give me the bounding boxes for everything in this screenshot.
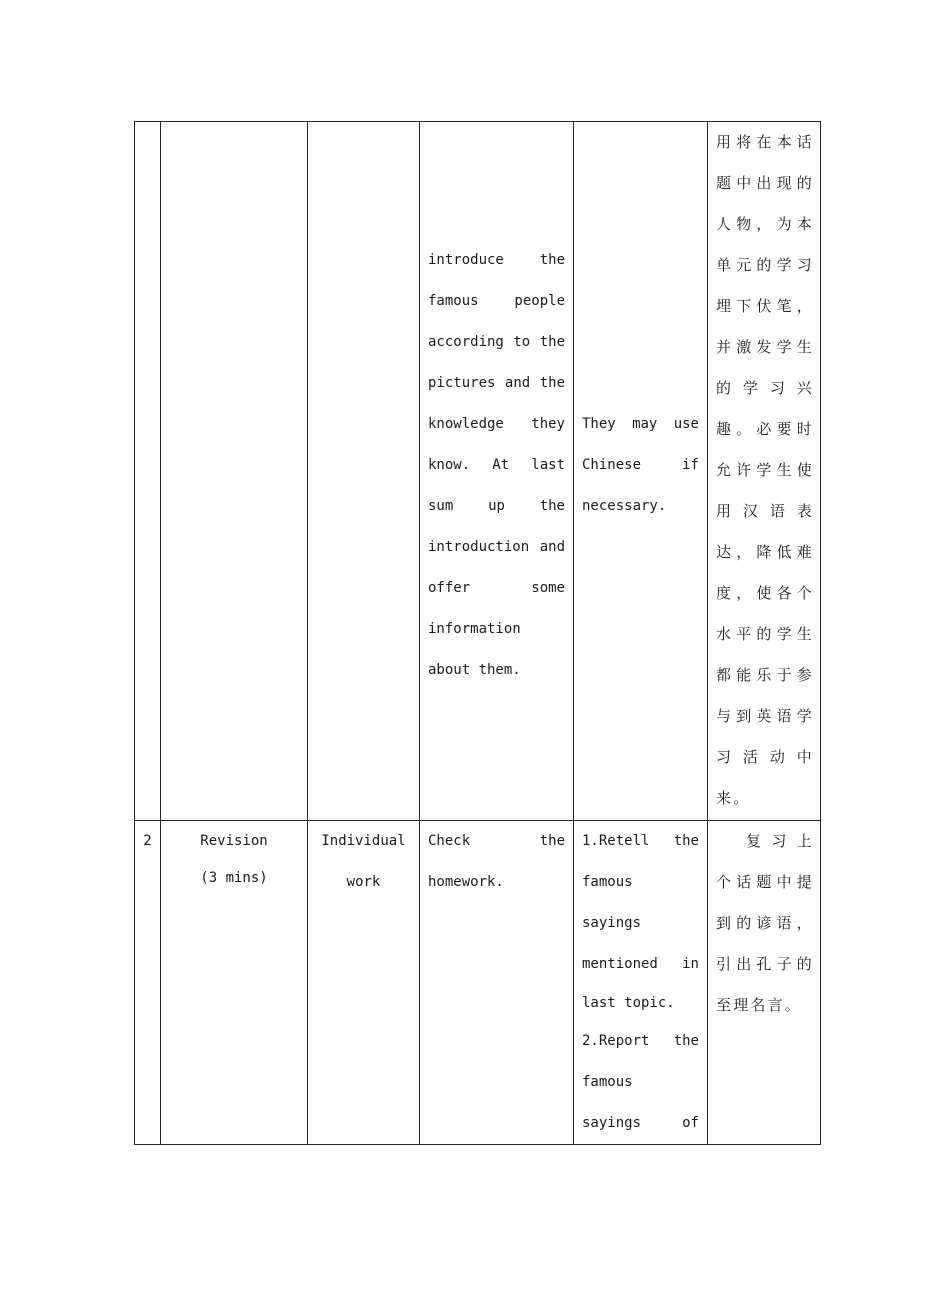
student-line: sayings of <box>582 1115 699 1131</box>
design-notes-cell <box>708 821 821 1145</box>
design-notes-cell <box>708 122 821 821</box>
form-line: work <box>346 874 381 890</box>
table-row <box>135 122 821 821</box>
form-line: Individual <box>321 833 406 849</box>
student-line: Chinese if <box>582 457 699 473</box>
note-line: 趣。必要时 <box>716 420 814 438</box>
student-line: famous <box>582 874 633 890</box>
activity-line: about them. <box>428 662 521 678</box>
activity-line: information <box>428 621 521 637</box>
step-number-cell <box>135 821 161 1145</box>
lesson-plan-table <box>134 121 821 1145</box>
stage-cell <box>161 821 308 1145</box>
student-line: mentioned in <box>582 956 699 972</box>
activity-line: sum up the <box>428 498 565 514</box>
note-line: 人物，为本 <box>716 215 814 233</box>
note-line: 复习上 <box>746 832 814 850</box>
student-activity-cell <box>574 821 708 1145</box>
form-cell <box>308 821 420 1145</box>
student-line: They may use <box>582 416 699 432</box>
stage-title: Revision <box>200 833 268 849</box>
note-line: 个话题中提 <box>716 873 814 891</box>
student-activity-cell <box>574 122 708 821</box>
note-line: 达，降低难 <box>716 543 814 561</box>
note-line: 到的谚语， <box>716 914 814 932</box>
note-line: 允许学生使 <box>716 461 814 479</box>
note-line: 习活动中 <box>716 748 814 766</box>
note-line: 都能乐于参 <box>716 666 814 684</box>
activity-line: famous people <box>428 293 565 309</box>
note-line: 来。 <box>716 789 751 807</box>
note-line: 题中出现的 <box>716 174 814 192</box>
note-line: 水平的学生 <box>716 625 814 643</box>
step-number: 2 <box>143 833 152 849</box>
student-line: 2.Report the <box>582 1033 699 1049</box>
note-line: 单元的学习 <box>716 256 814 274</box>
note-line: 度，使各个 <box>716 584 814 602</box>
note-line: 的学习兴 <box>716 379 814 397</box>
student-line: 1.Retell the <box>582 833 699 849</box>
note-line: 用将在本话 <box>716 133 814 151</box>
activity-line: know. At last <box>428 457 565 473</box>
student-line: famous <box>582 1074 633 1090</box>
activity-line: according to the <box>428 334 565 350</box>
note-line: 至理名言。 <box>716 996 803 1014</box>
stage-cell <box>161 122 308 821</box>
note-line: 用汉语表 <box>716 502 814 520</box>
teacher-activity-cell <box>420 821 574 1145</box>
note-line: 引出孔子的 <box>716 955 814 973</box>
activity-line: homework. <box>428 874 504 890</box>
activity-line: offer some <box>428 580 565 596</box>
activity-line: introduce the <box>428 252 565 268</box>
activity-line: knowledge they <box>428 416 565 432</box>
student-line: sayings <box>582 915 642 931</box>
activity-line: Check the <box>428 833 565 849</box>
activity-line: introduction and <box>428 539 565 555</box>
note-line: 埋下伏笔， <box>716 297 814 315</box>
activity-line: pictures and the <box>428 375 565 391</box>
student-line: necessary. <box>582 498 667 514</box>
note-line: 并激发学生 <box>716 338 814 356</box>
form-cell <box>308 122 420 821</box>
note-line: 与到英语学 <box>716 707 814 725</box>
teacher-activity-cell <box>420 122 574 821</box>
stage-time: (3 mins) <box>200 870 268 886</box>
student-line: last topic. <box>582 995 675 1011</box>
table-row <box>135 821 821 1145</box>
step-number-cell <box>135 122 161 821</box>
